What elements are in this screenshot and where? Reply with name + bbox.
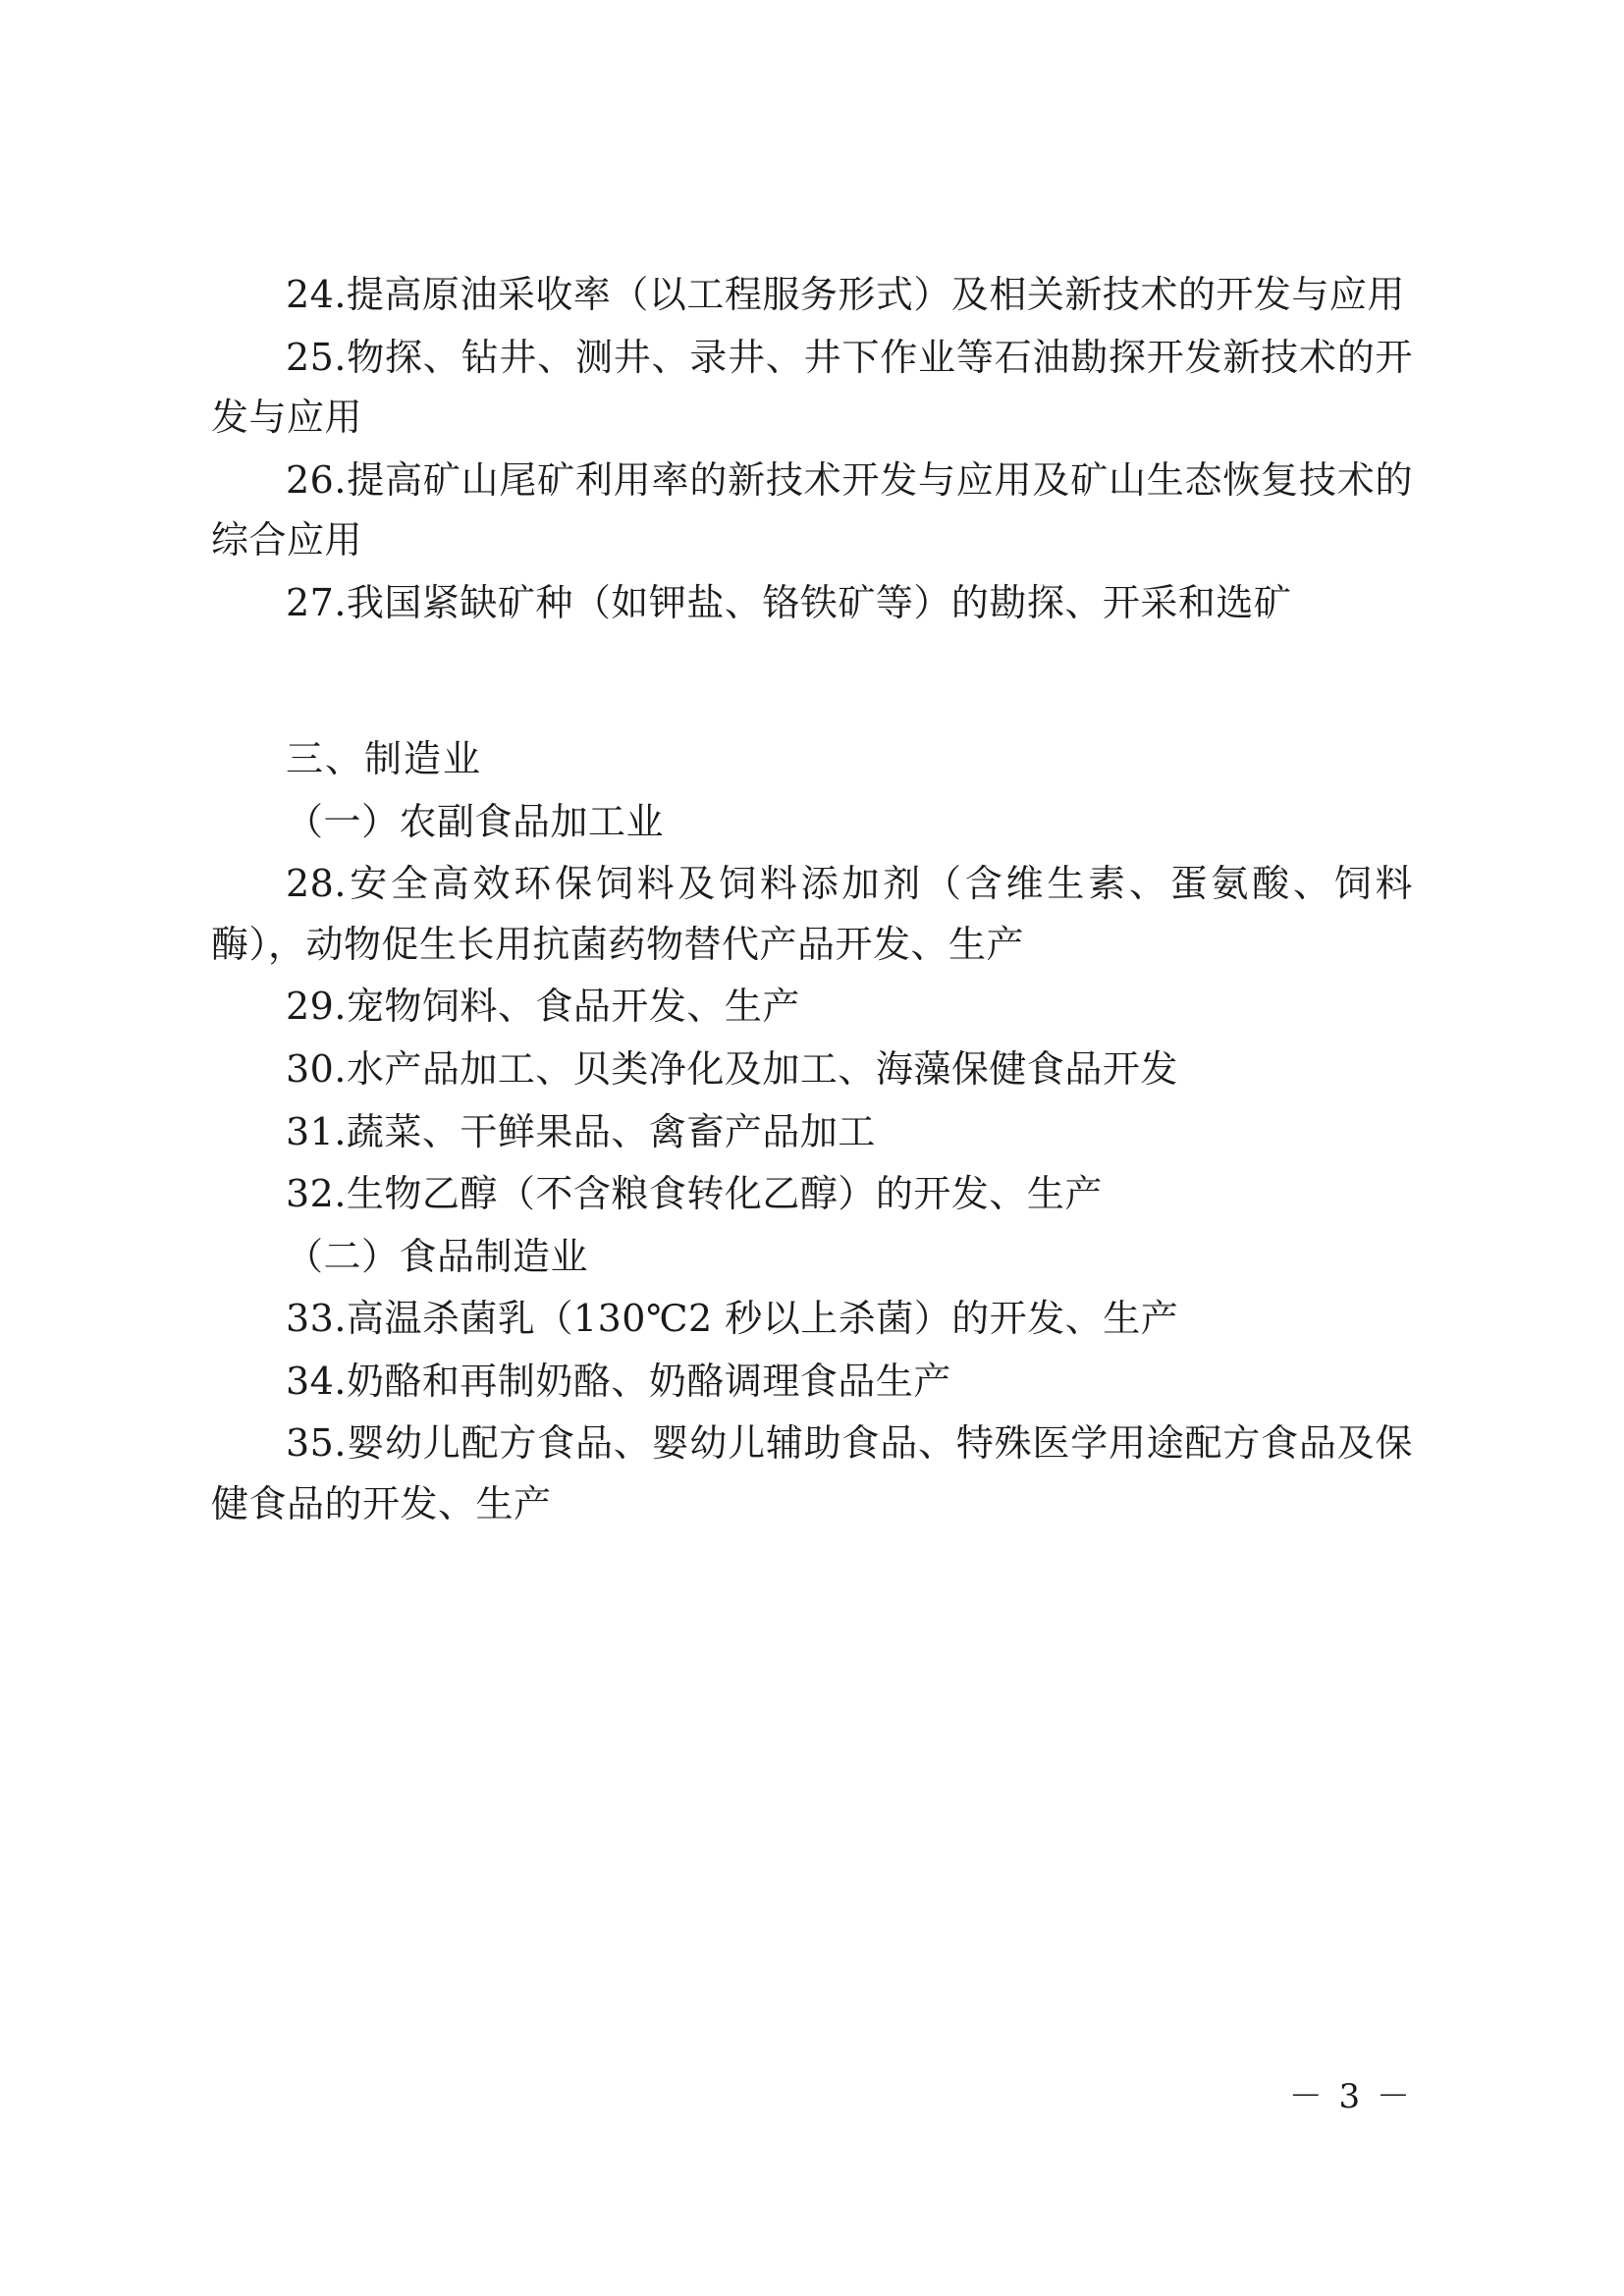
list-item: 25.物探、钻井、测井、录井、井下作业等石油勘探开发新技术的开发与应用 — [211, 335, 1413, 440]
section-heading: 三、制造业 — [286, 737, 483, 781]
list-item: 32.生物乙醇（不含粮食转化乙醇）的开发、生产 — [286, 1172, 1103, 1216]
section-spacer — [211, 635, 1413, 729]
list-item: 28.安全高效环保饲料及饲料添加剂（含维生素、蛋氨酸、饲料酶），动物促生长用抗菌药物替代产品开发、生产 — [211, 862, 1413, 966]
list-item: 30.水产品加工、贝类净化及加工、海藻保健食品开发 — [286, 1047, 1178, 1092]
list-item: 31.蔬菜、干鲜果品、禽畜产品加工 — [286, 1109, 876, 1153]
list-item: 34.奶酪和再制奶酪、奶酪调理食品生产 — [286, 1359, 951, 1403]
document-body — [211, 265, 1413, 1534]
section-subheading: （二）食品制造业 — [286, 1234, 589, 1278]
list-item: 29.宠物饲料、食品开发、生产 — [286, 985, 800, 1029]
section-subheading: （一）农副食品加工业 — [286, 799, 665, 843]
list-item: 26.提高矿山尾矿利用率的新技术开发与应用及矿山生态恢复技术的综合应用 — [211, 457, 1413, 562]
list-item: 24.提高原油采收率（以工程服务形式）及相关新技术的开发与应用 — [286, 273, 1405, 316]
page-number: － 3 － — [1288, 2077, 1413, 2116]
list-item: 27.我国紧缺矿种（如钾盐、铬铁矿等）的勘探、开采和选矿 — [286, 580, 1292, 624]
list-item: 35.婴幼儿配方食品、婴幼儿辅助食品、特殊医学用途配方食品及保健食品的开发、生产 — [211, 1421, 1413, 1525]
list-item: 33.高温杀菌乳（130℃2 秒以上杀菌）的开发、生产 — [286, 1297, 1179, 1341]
